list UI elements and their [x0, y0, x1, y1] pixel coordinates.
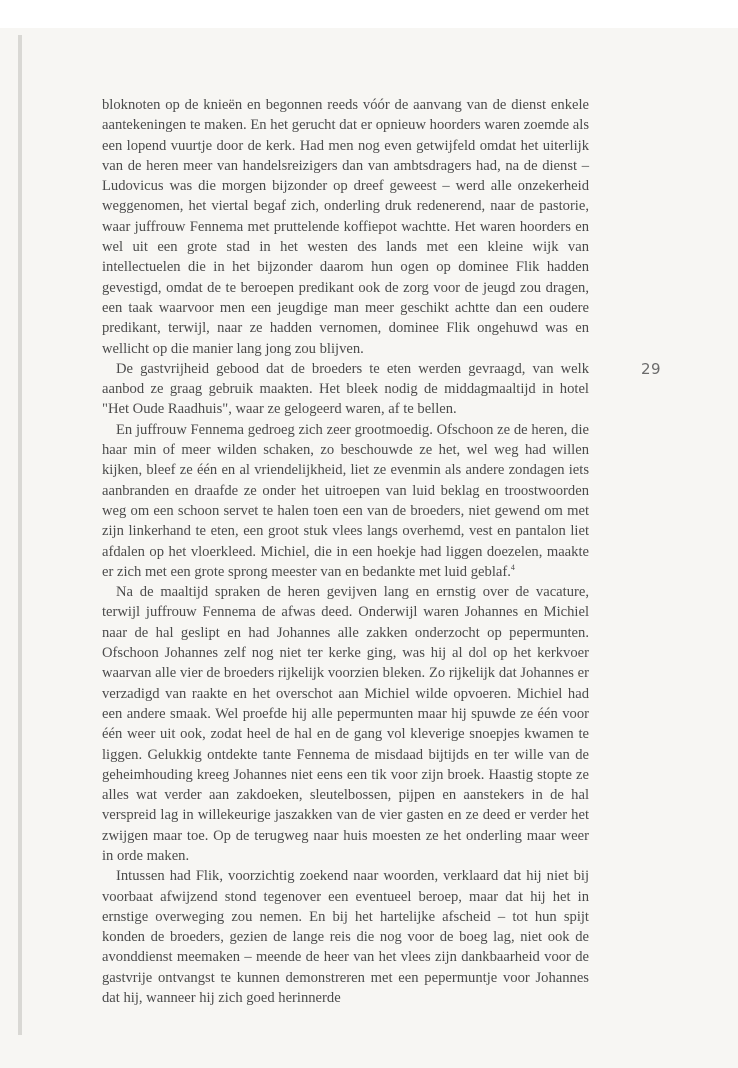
- footnote-marker: 4: [510, 562, 515, 572]
- paragraph-2: De gastvrijheid gebood dat de broeders te eten werden gevraagd, van welk aanbod ze graag gebruik maakten. Het bleek nodig de middagmaaltijd in hotel "Het Oude Raadhuis", waar ze gelogeerd waren, af te bellen.: [102, 360, 589, 418]
- paragraph-3-text: En juffrouw Fennema gedroeg zich zeer grootmoedig. Ofschoon ze de heren, die haar min of meer wilden schaken, zo beschouwde ze het, wel weg had willen kijken, bleef ze één en al vriendelijkheid, liet ze evenmin als andere zondagen iets aanbranden en draafde ze onder het uitroepen van luid beklag en troostwoorden weg om een schoon servet te halen toen een van de broeders, niet gewend om met zijn linkerhand te eten, een groot stuk vlees langs overhemd, vest en pantalon liet afdalen op het vloerkleed. Michiel, die in een hoekje had liggen doezelen, maakte er zich met een grote sprong meester van en bedankte met luid geblaf.: [102, 421, 589, 580]
- page-number: 29: [641, 360, 662, 378]
- paragraph-4: Na de maaltijd spraken de heren gevijven lang en ernstig over de vacature, terwijl juffrouw Fennema de afwas deed. Onderwijl waren Johannes en Michiel naar de hal geslipt en had Johannes alle zakken onderzocht op pepermunten. Ofschoon Johannes zelf nog niet ter kerke ging, was hij al dol op het kerkvoer waarvan alle vier de broeders rijkelijk voorzien bleken. Zo rijkelijk dat Johannes er verzadigd van raakte en het overschot aan Michiel wilde opvoeren. Michiel had een andere smaak. Wel proefde hij alle pepermunten maar hij spuwde ze één voor één weer uit ook, zodat heel de hal en de gang vol kleverige snoepjes kwamen te liggen. Gelukkig ontdekte tante Fennema de misdaad bijtijds en ter wille van de geheimhouding kreeg Johannes niet eens een tik voor zijn broek. Haastig stopte ze alles wat verder aan zakdoeken, sleutelbossen, pijpen en aanstekers in de hal verspreid lag in willekeurige jaszakken van de vier gasten en ze deed er verder het zwijgen maar toe. Op de terugweg naar huis moesten ze het onderling maar weer in orde maken.: [102, 584, 589, 864]
- scan-top-margin: [0, 0, 738, 28]
- paragraph-3: [102, 420, 589, 582]
- paragraph-5: Intussen had Flik, voorzichtig zoekend naar woorden, verklaard dat hij niet bij voorbaat afwijzend stond tegenover een eventueel beroep, maar dat hij het in ernstige overweging zou nemen. En bij het hartelijke afscheid – tot hun spijt konden de broeders, gezien de lange reis die nog voor de boeg lag, niet ook de avonddienst meemaken – meende de heer van het vlees zijn dankbaarheid voor de gastvrije ontvangst te kunnen demonstreren met een pepermuntje voor Johannes dat hij, wanneer hij zich goed herinnerde: [102, 868, 589, 1007]
- paragraph-1: bloknoten op de knieën en begonnen reeds vóór de aanvang van de dienst enkele aantekeningen te maken. En het gerucht dat er opnieuw hoorders waren zoemde als een lopend vuurtje door de kerk. Had men nog even getwijfeld omdat het uiterlijk van de heren meer van handelsreizigers dan van ambtsdragers had, na de dienst – Ludovicus was die morgen bijzonder op dreef geweest – werd alle onzekerheid weggenomen, het viertal begaf zich, onderling druk redenerend, naar de pastorie, waar juffrouw Fennema met pruttelende koffiepot wachtte. Het waren hoorders en wel uit een grote stad in het westen des lands met een kleine wijk van intellectuelen die in het bijzonder daarom hun ogen op dominee Flik hadden gevestigd, omdat de te beroepen predikant ook de zorg voor de jeugd zou dragen, een taak waarvoor men een jeugdige man meer geschikt achtte dan een oudere predikant, terwijl, naar ze hadden vernomen, dominee Flik ongehuwd was en wellicht op die manier lang jong zou blijven.: [102, 97, 589, 357]
- page-gutter-line: [18, 35, 22, 1035]
- body-text: [102, 95, 589, 1008]
